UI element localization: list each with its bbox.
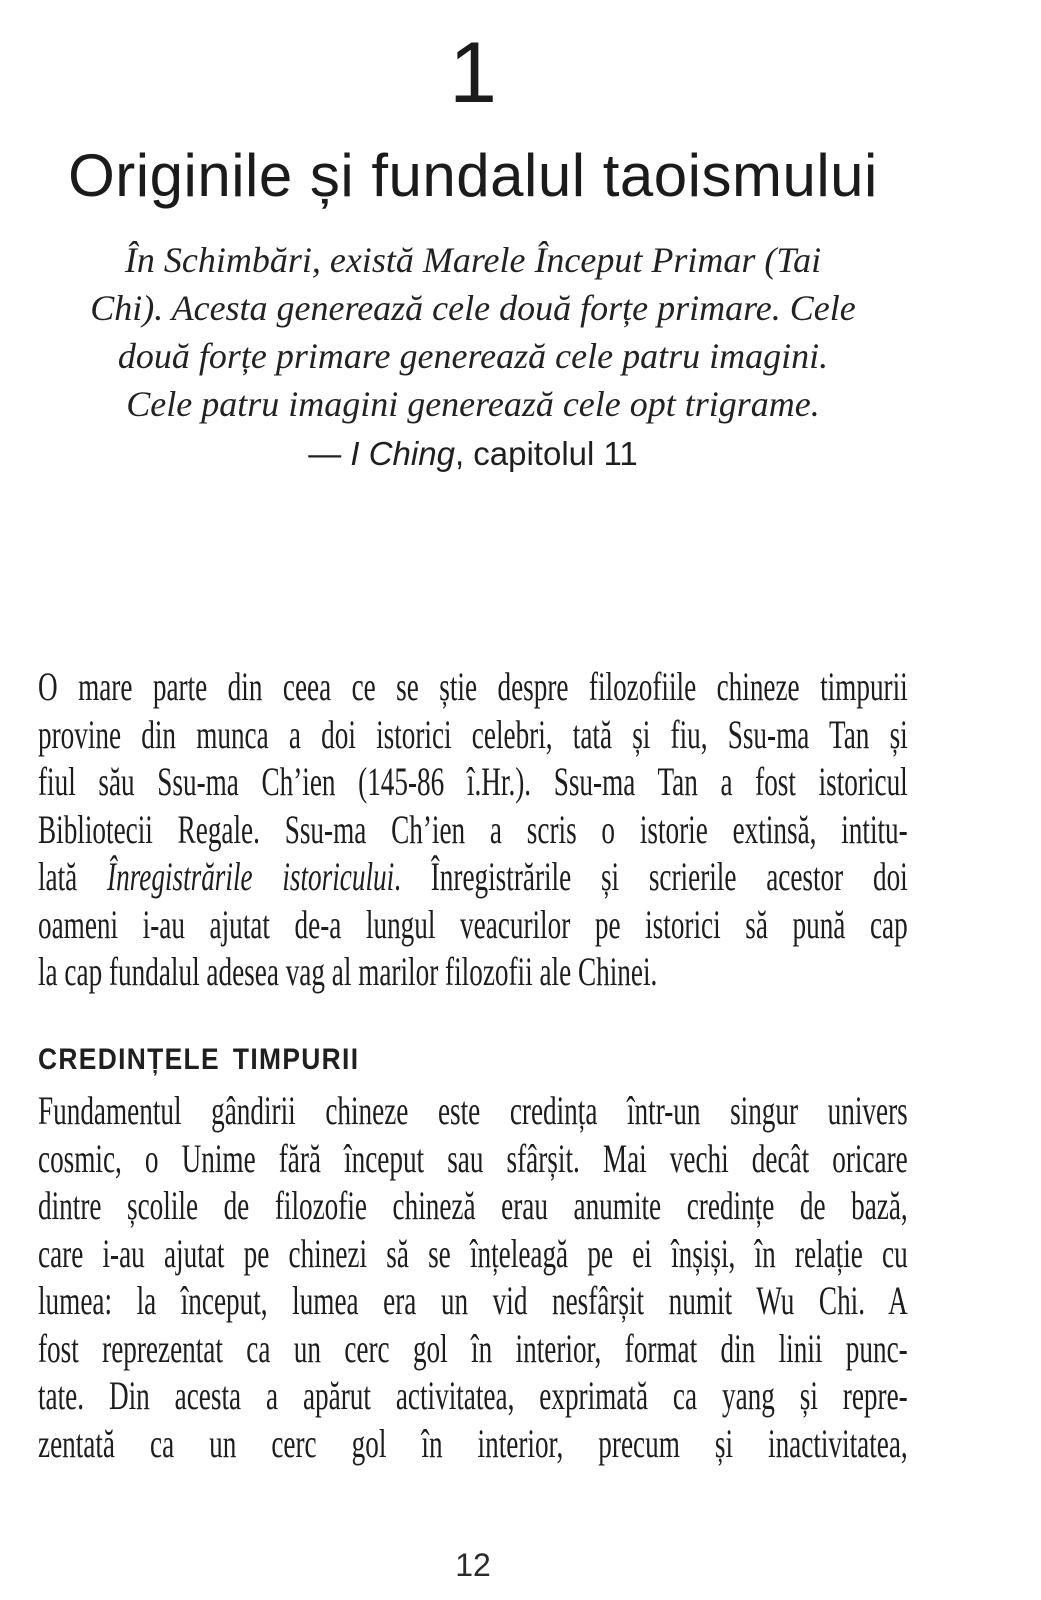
text-line: Bibliotecii Regale. Ssu-ma Ch’ien a scris o istorie extinsă, intitu- (38, 806, 908, 852)
epigraph-line: Chi). Acesta generează cele două forțe primare. Cele (90, 288, 856, 328)
text-line: dintre școlile de filozofie chineză erau anumite credințe de bază, (38, 1183, 908, 1228)
epigraph-attribution (38, 434, 908, 474)
text-line: lumea: la început, lumea era un vid nesfârșit numit Wu Chi. A (38, 1278, 908, 1323)
text-segment: lată (38, 854, 108, 899)
body-paragraph-1 (38, 663, 908, 996)
text-line: tate. Din acesta a apărut activitatea, exprimată ca yang și repre- (38, 1373, 908, 1418)
page-number: 12 (455, 1547, 491, 1583)
text-line (38, 853, 908, 901)
text-line: la cap fundalul adesea vag al marilor filozofii ale Chinei. (38, 949, 658, 994)
text-line: O mare parte din ceea ce se știe despre filozofiile chineze timpurii (38, 664, 908, 709)
epigraph (38, 236, 908, 428)
attribution-dash: — (308, 435, 351, 472)
text-segment: . Înregistrările și scrierile acestor doi (394, 854, 908, 899)
text-line: cosmic, o Unime fără început sau sfârșit. Mai vechi decât oricare (38, 1135, 908, 1181)
section-heading: CREDINȚELE TIMPURII (38, 1043, 360, 1076)
book-title-italic: Înregistrările istoricului (107, 854, 395, 899)
attribution-rest: , capitolul 11 (454, 435, 638, 472)
attribution-work-title: I Ching (350, 435, 455, 472)
chapter-title: Originile și fundalul taoismului (68, 142, 878, 209)
epigraph-line: În Schimbări, există Marele Început Primar (Tai (124, 240, 822, 280)
text-line: oameni i-au ajutat de-a lungul veacurilor pe istorici să pună cap (38, 901, 908, 947)
text-line: care i-au ajutat pe chinezi să se înțeleagă pe ei înșiși, în relație cu (38, 1230, 908, 1276)
text-line: fiul său Ssu-ma Ch’ien (145-86 î.Hr.). Ssu-ma Tan a fost istoricul (38, 759, 908, 804)
epigraph-line: Cele patru imagini generează cele opt trigrame. (126, 384, 820, 424)
text-line: fost reprezentat ca un cerc gol în interior, format din linii punc- (38, 1325, 908, 1371)
text-line: zentată ca un cerc gol în interior, precum și inactivitatea, (38, 1420, 908, 1466)
chapter-number: 1 (449, 25, 497, 121)
text-line: Fundamentul gândirii chineze este credința într-un singur univers (38, 1088, 908, 1133)
epigraph-line: două forțe primare generează cele patru imagini. (117, 336, 829, 376)
body-paragraph-2 (38, 1087, 908, 1467)
text-line: provine din munca a doi istorici celebri, tată și fiu, Ssu-ma Tan și (38, 711, 908, 757)
